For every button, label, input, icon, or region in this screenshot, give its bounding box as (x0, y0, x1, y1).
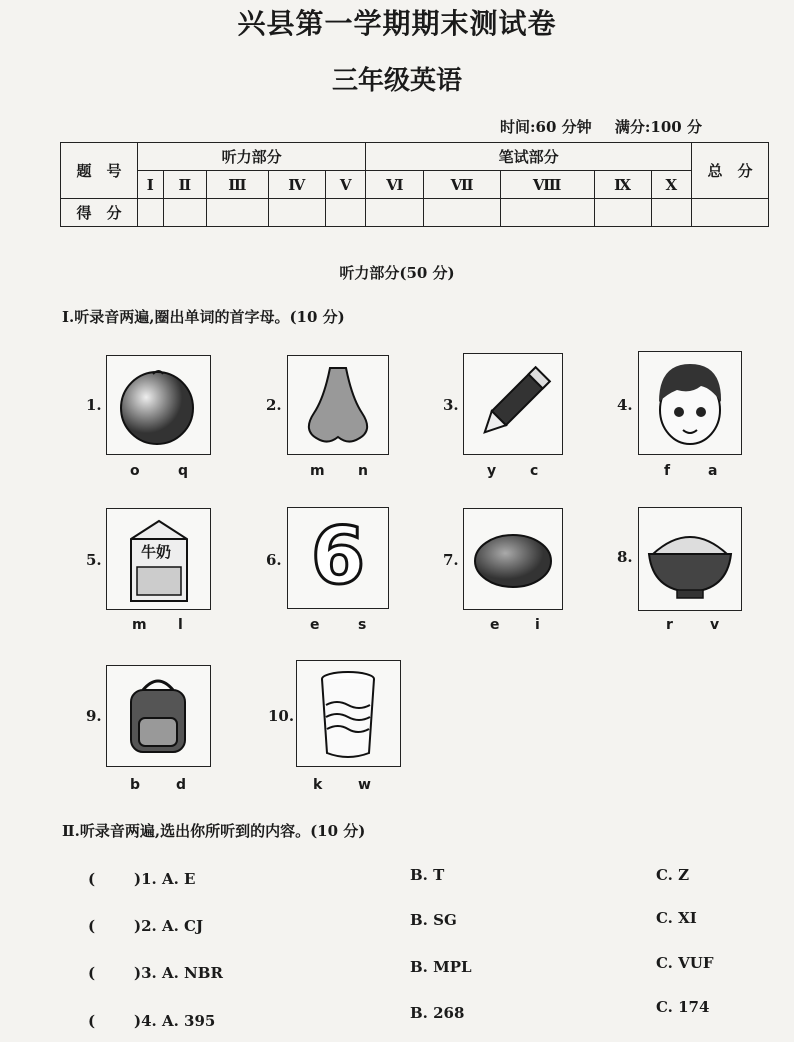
score-cell[interactable] (594, 199, 651, 227)
picture-box (638, 507, 742, 611)
option-letter[interactable]: k (313, 777, 323, 793)
orange-icon (107, 356, 210, 454)
option-b: B. SG (410, 911, 457, 929)
score-cell[interactable] (138, 199, 164, 227)
option-letter[interactable]: d (176, 777, 187, 793)
option-letter[interactable]: v (710, 617, 720, 633)
item-number: 8. (617, 548, 633, 566)
milk-label: 牛奶 (141, 543, 172, 561)
option-c: C. Z (656, 866, 690, 884)
numeral-cell: Ⅹ (651, 171, 691, 199)
numeral-cell: Ⅵ (366, 171, 424, 199)
option-letter[interactable]: n (358, 463, 368, 479)
item-number: 10. (268, 707, 295, 725)
option-letter[interactable]: o (130, 463, 140, 479)
numeral-cell: Ⅳ (268, 171, 325, 199)
score-cell[interactable] (366, 199, 424, 227)
option-c: C. VUF (656, 954, 714, 972)
option-c: C. XI (656, 909, 697, 927)
score-cell[interactable] (268, 199, 325, 227)
answer-paren[interactable]: ( (88, 917, 96, 935)
option-b: B. T (410, 866, 445, 884)
question-text: )4. A. 395 (134, 1012, 216, 1030)
item-number: 3. (443, 396, 459, 414)
water-icon (297, 661, 400, 766)
picture-box (287, 355, 389, 455)
answer-paren[interactable]: ( (88, 1012, 96, 1030)
option-letter[interactable]: r (666, 617, 673, 633)
score-cell[interactable] (692, 199, 769, 227)
total-header: 总 分 (692, 143, 769, 199)
section-title: 听力部分(50 分) (339, 264, 455, 282)
question-text: )3. A. NBR (134, 964, 223, 982)
answer-paren[interactable]: ( (88, 870, 96, 888)
numeral-cell: Ⅴ (326, 171, 366, 199)
numeral-cell: Ⅱ (163, 171, 207, 199)
part1-instruction: Ⅰ.听录音两遍,圈出单词的首字母。(10 分) (62, 308, 345, 326)
picture-box (463, 353, 563, 455)
picture-box (106, 665, 211, 767)
exam-title: 兴县第一学期期末测试卷 (237, 7, 557, 40)
rice-icon (639, 508, 741, 610)
item-number: 7. (443, 551, 459, 569)
listening-header: 听力部分 (138, 143, 366, 171)
score-cell[interactable] (500, 199, 594, 227)
item-number: 6. (266, 551, 282, 569)
bag-icon (107, 666, 210, 766)
score-cell[interactable] (424, 199, 500, 227)
option-b: B. MPL (410, 958, 472, 976)
option-letter[interactable]: b (130, 777, 141, 793)
egg-icon (464, 509, 562, 609)
question-text: )2. A. CJ (134, 917, 204, 935)
score-cell[interactable] (651, 199, 691, 227)
numeral-cell: Ⅸ (594, 171, 651, 199)
item-number: 9. (86, 707, 102, 725)
answer-paren[interactable]: ( (88, 964, 96, 982)
score-cell[interactable] (207, 199, 268, 227)
exam-subtitle: 三年级英语 (331, 66, 462, 96)
picture-box (106, 355, 211, 455)
option-letter[interactable]: m (310, 463, 325, 479)
option-b: B. 268 (410, 1004, 465, 1022)
part2-instruction: Ⅱ.听录音两遍,选出你所听到的内容。(10 分) (62, 822, 366, 840)
picture-box (638, 351, 742, 455)
option-letter[interactable]: l (178, 617, 183, 633)
row-label-score: 得 分 (61, 199, 138, 227)
score-cell[interactable] (163, 199, 207, 227)
exam-meta (500, 116, 720, 137)
option-letter[interactable]: i (535, 617, 540, 633)
item-number: 5. (86, 551, 102, 569)
numeral-cell: Ⅶ (424, 171, 500, 199)
option-letter[interactable]: e (490, 617, 500, 633)
row-label-question: 题 号 (61, 143, 138, 199)
option-c: C. 174 (656, 998, 710, 1016)
face-icon (639, 352, 741, 454)
item-number: 1. (86, 396, 102, 414)
nose-icon (288, 356, 388, 454)
numeral-cell: Ⅲ (207, 171, 268, 199)
numeral-cell: Ⅷ (500, 171, 594, 199)
picture-box (296, 660, 401, 767)
written-header: 笔试部分 (366, 143, 692, 171)
option-letter[interactable]: w (358, 777, 371, 793)
option-letter[interactable]: f (664, 463, 671, 479)
numeral-cell: Ⅰ (138, 171, 164, 199)
option-letter[interactable]: c (530, 463, 539, 479)
option-letter[interactable]: q (178, 463, 189, 479)
option-letter[interactable]: a (708, 463, 718, 479)
option-letter[interactable]: s (358, 617, 367, 633)
time-label: 时间:60 分钟 (500, 118, 592, 136)
crayon-icon (464, 354, 562, 454)
full-score-label: 满分:100 分 (614, 118, 702, 136)
score-cell[interactable] (326, 199, 366, 227)
score-table (60, 142, 769, 227)
picture-box (106, 508, 211, 610)
item-number: 4. (617, 396, 633, 414)
option-letter[interactable]: e (310, 617, 320, 633)
item-number: 2. (266, 396, 282, 414)
option-letter[interactable]: y (487, 463, 497, 479)
option-letter[interactable]: m (132, 617, 147, 633)
picture-box (463, 508, 563, 610)
picture-box (287, 507, 389, 609)
question-text: )1. A. E (134, 870, 196, 888)
six-icon: 6 (310, 512, 366, 602)
